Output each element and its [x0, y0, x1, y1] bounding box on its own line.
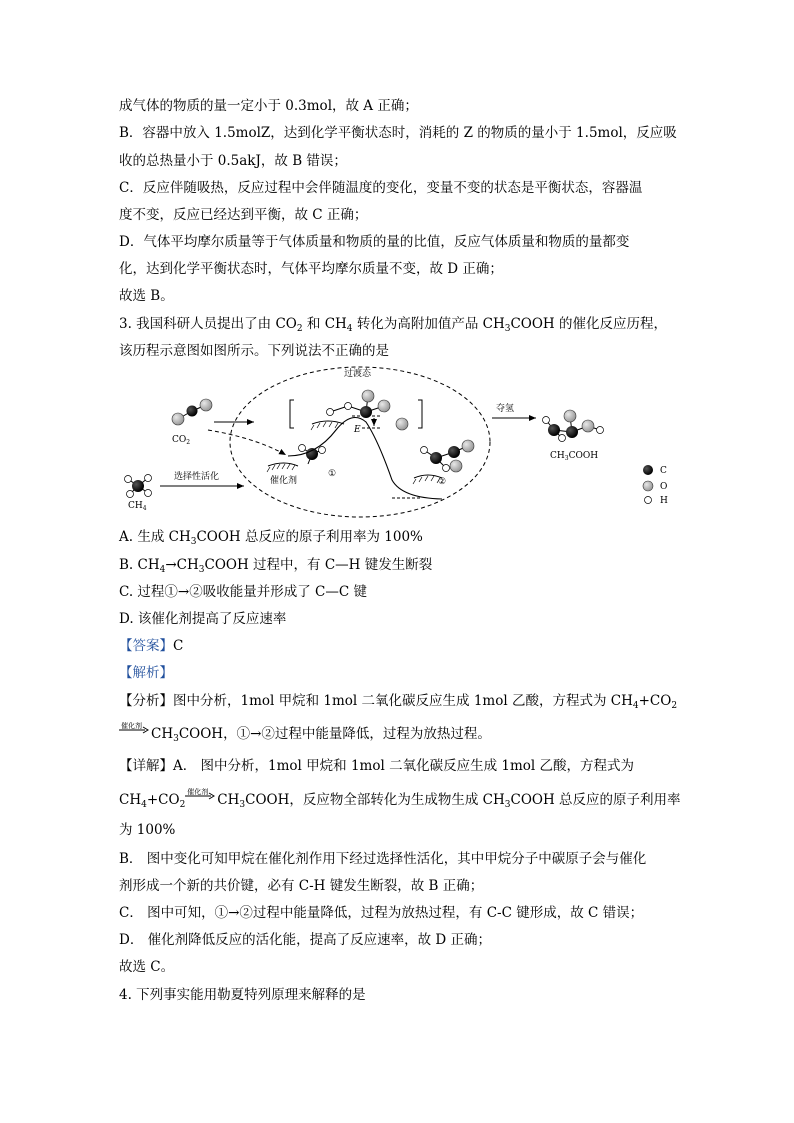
selective-activation-label: 选择性活化: [174, 472, 220, 482]
legend-oxygen-label: O: [660, 482, 668, 492]
text-line: 成气体的物质的量一定小于 0.3mol，故 A 正确；: [119, 98, 418, 114]
detail-line6: C． 图中可知，①→②过程中能量降低，过程为放热过程，有 C-C 键形成，故 C 错误；: [119, 905, 644, 921]
acetic-acid-molecule: [543, 410, 604, 442]
text-line: 收的总热量小于 0.5akJ，故 B 错误；: [119, 153, 347, 169]
question-4-stem: 4. 下列事实能用勒夏特列原理来解释的是: [119, 987, 366, 1003]
legend-hydrogen-label: H: [660, 496, 668, 506]
acetic-acid-label: $CH_3COOH$: [550, 451, 599, 462]
fenxi-line1: 【分析】图中分析，1mol 甲烷和 1mol 二氧化碳反应生成 1mol 乙酸，方程式为 $CH_4+CO_2$: [119, 693, 678, 711]
option-c: C. 过程①→②吸收能量并形成了 C—C 键: [119, 584, 367, 600]
co2-molecule: [172, 399, 212, 425]
transition-state-label: 过渡态: [344, 369, 372, 379]
detail-line3: 为 100%: [119, 822, 176, 838]
text-line: 化，达到化学平衡状态时，气体平均摩尔质量不变，故 D 正确；: [119, 261, 503, 277]
option-b: B. $CH_4\to CH_3COOH$ 过程中，有 C—H 键发生断裂: [119, 557, 433, 575]
detail-line5: 剂形成一个新的共价键，必有 C-H 键发生断裂，故 B 正确；: [119, 878, 484, 894]
energy-label: E: [354, 425, 361, 435]
detail-line4: B． 图中变化可知甲烷在催化剂作用下经过选择性活化，其中甲烷分子中碳原子会与催化: [119, 851, 647, 867]
legend-hydrogen-swatch: [645, 497, 652, 504]
answer-line: 【答案】C: [119, 638, 184, 654]
detail-line2: $CH_4+CO_2$ 催化剂 $CH_3COOH$，反应物全部转化为生成物生成 $CH_3COOH$ 总反应的原子利用率: [119, 788, 681, 810]
transition-region-ellipse: [230, 367, 490, 517]
detail-line7: D． 催化剂降低反应的活化能，提高了反应速率，故 D 正确；: [119, 932, 492, 948]
text-line: 故选 B。: [119, 288, 174, 304]
transition-state-complex: [290, 390, 422, 430]
fenxi-line2: 催化剂 $CH_3COOH$，①→②过程中能量降低，过程为放热过程。: [121, 722, 491, 744]
text-line: D．气体平均摩尔质量等于气体质量和物质的量的比值，反应气体质量和物质的量都变: [119, 234, 630, 250]
text-line: B．容器中放入 1.5molZ，达到化学平衡状态时，消耗的 Z 的物质的量小于 1.5mol，反应吸: [119, 125, 677, 141]
detail-line8: 故选 C。: [119, 959, 175, 975]
atom-legend: [643, 465, 668, 506]
legend-oxygen-swatch: [643, 481, 653, 491]
legend-carbon-label: C: [660, 466, 667, 476]
question-3-stem-line2: 该历程示意图如图所示。下列说法不正确的是: [119, 343, 389, 359]
catalyst-arrow: 催化剂: [119, 722, 151, 740]
co2-label: $CO_2$: [172, 435, 191, 446]
text-line: C．反应伴随吸热，反应过程中会伴随温度的变化，变量不变的状态是平衡状态，容器温: [119, 180, 643, 196]
text-line: 度不变，反应已经达到平衡，故 C 正确；: [119, 207, 368, 223]
option-d: D. 该催化剂提高了反应速率: [119, 611, 287, 627]
catalyst-surface: [267, 463, 298, 472]
question-3-stem: 3. 我国科研人员提出了由 $CO_2$ 和 $CH_4$ 转化为高附加值产品 $CH_3COOH$ 的催化反应历程，: [119, 316, 667, 334]
ch4-molecule: [125, 475, 152, 498]
hydrogen-removal-label: 夺氢: [496, 404, 515, 414]
legend-carbon-swatch: [643, 465, 653, 475]
catalyst-arrow: 催化剂: [185, 788, 217, 806]
option-a: A. 生成 $CH_3COOH$ 总反应的原子利用率为 100%: [119, 529, 423, 547]
analysis-heading: 【解析】: [119, 665, 173, 681]
detail-line1: 【详解】A． 图中分析，1mol 甲烷和 1mol 二氧化碳反应生成 1mol 乙酸，方程式为: [119, 758, 635, 774]
ch4-label: $CH_4$: [128, 501, 147, 512]
step-2-label: ②: [438, 477, 447, 487]
catalyst-label: 催化剂: [270, 476, 298, 486]
step-1-label: ①: [328, 469, 337, 479]
co2-dashed-path: [208, 430, 286, 455]
reaction-mechanism-figure: [116, 360, 676, 520]
